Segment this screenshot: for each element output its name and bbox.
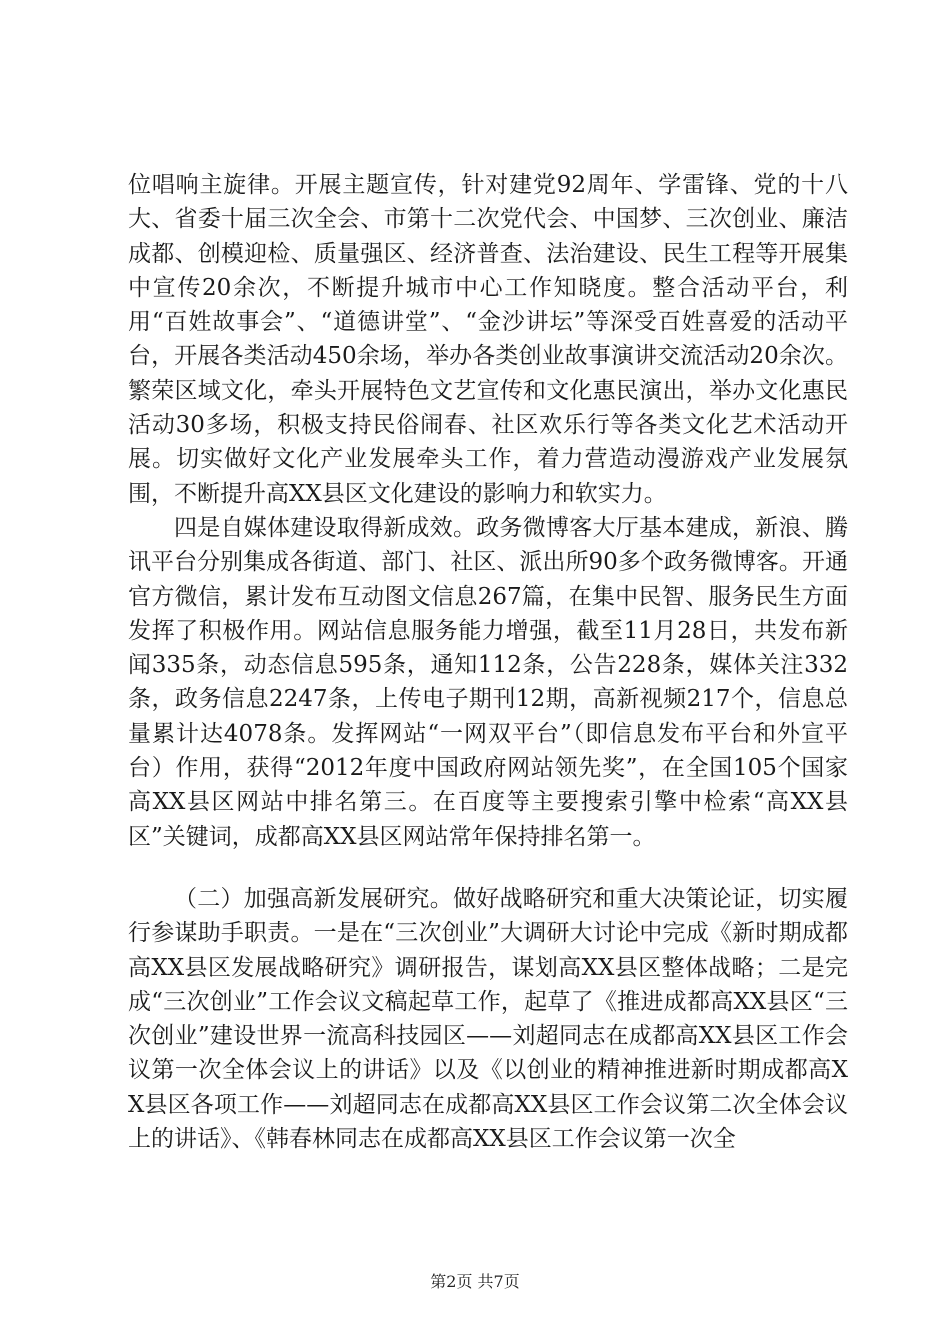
document-body xyxy=(128,168,848,1156)
paragraph-spacer xyxy=(128,854,848,882)
page-number-footer: 第2页 共7页 xyxy=(430,1272,520,1291)
paragraph-self-media: 四是自媒体建设取得新成效。政务微博客大厅基本建成，新浪、腾讯平台分别集成各街道、部门、社区、派出所90多个政务微博客。开通官方微信，累计发布互动图文信息267篇，在集中民智、服务民生方面发挥了积极作用。网站信息服务能力增强，截至11月28日，共发布新闻335条，动态信息595条，通知112条，公告228条，媒体关注332条，政务信息2247条，上传电子期刊12期，高新视频217个，信息总量累计达4078条。发挥网站“一网双平台”（即信息发布平台和外宣平台）作用，获得“2012年度中国政府网站领先奖”，在全国105个国家高XX县区网站中排名第三。在百度等主要搜索引擎中检索“高XX县区”关键词，成都高XX县区网站常年保持排名第一。 xyxy=(128,514,848,850)
paragraph-culture: 位唱响主旋律。开展主题宣传，针对建党92周年、学雷锋、党的十八大、省委十届三次全会、市第十二次党代会、中国梦、三次创业、廉洁成都、创模迎检、质量强区、经济普查、法治建设、民生工程等开展集中宣传20余次，不断提升城市中心工作知晓度。整合活动平台，利用“百姓故事会”、“道德讲堂”、“金沙讲坛”等深受百姓喜爱的活动平台，开展各类活动450余场，举办各类创业故事演讲交流活动20余次。繁荣区域文化，牵头开展特色文艺宣传和文化惠民演出，举办文化惠民活动30多场，积极支持民俗闹春、社区欢乐行等各类文化艺术活动开展。切实做好文化产业发展牵头工作，着力营造动漫游戏产业发展氛围，不断提升高XX县区文化建设的影响力和软实力。 xyxy=(128,172,848,507)
paragraph-research: （二）加强高新发展研究。做好战略研究和重大决策论证，切实履行参谋助手职责。一是在“三次创业”大调研大讨论中完成《新时期成都高XX县区发展战略研究》调研报告，谋划高XX县区整体战略；二是完成“三次创业”工作会议文稿起草工作，起草了《推进成都高XX县区“三次创业”建设世界一流高科技园区——刘超同志在成都高XX县区工作会议第一次全体会议上的讲话》以及《以创业的精神推进新时期成都高XX县区各项工作——刘超同志在成都高XX县区工作会议第二次全体会议上的讲话》、《韩春林同志在成都高XX县区工作会议第一次全 xyxy=(128,885,848,1153)
